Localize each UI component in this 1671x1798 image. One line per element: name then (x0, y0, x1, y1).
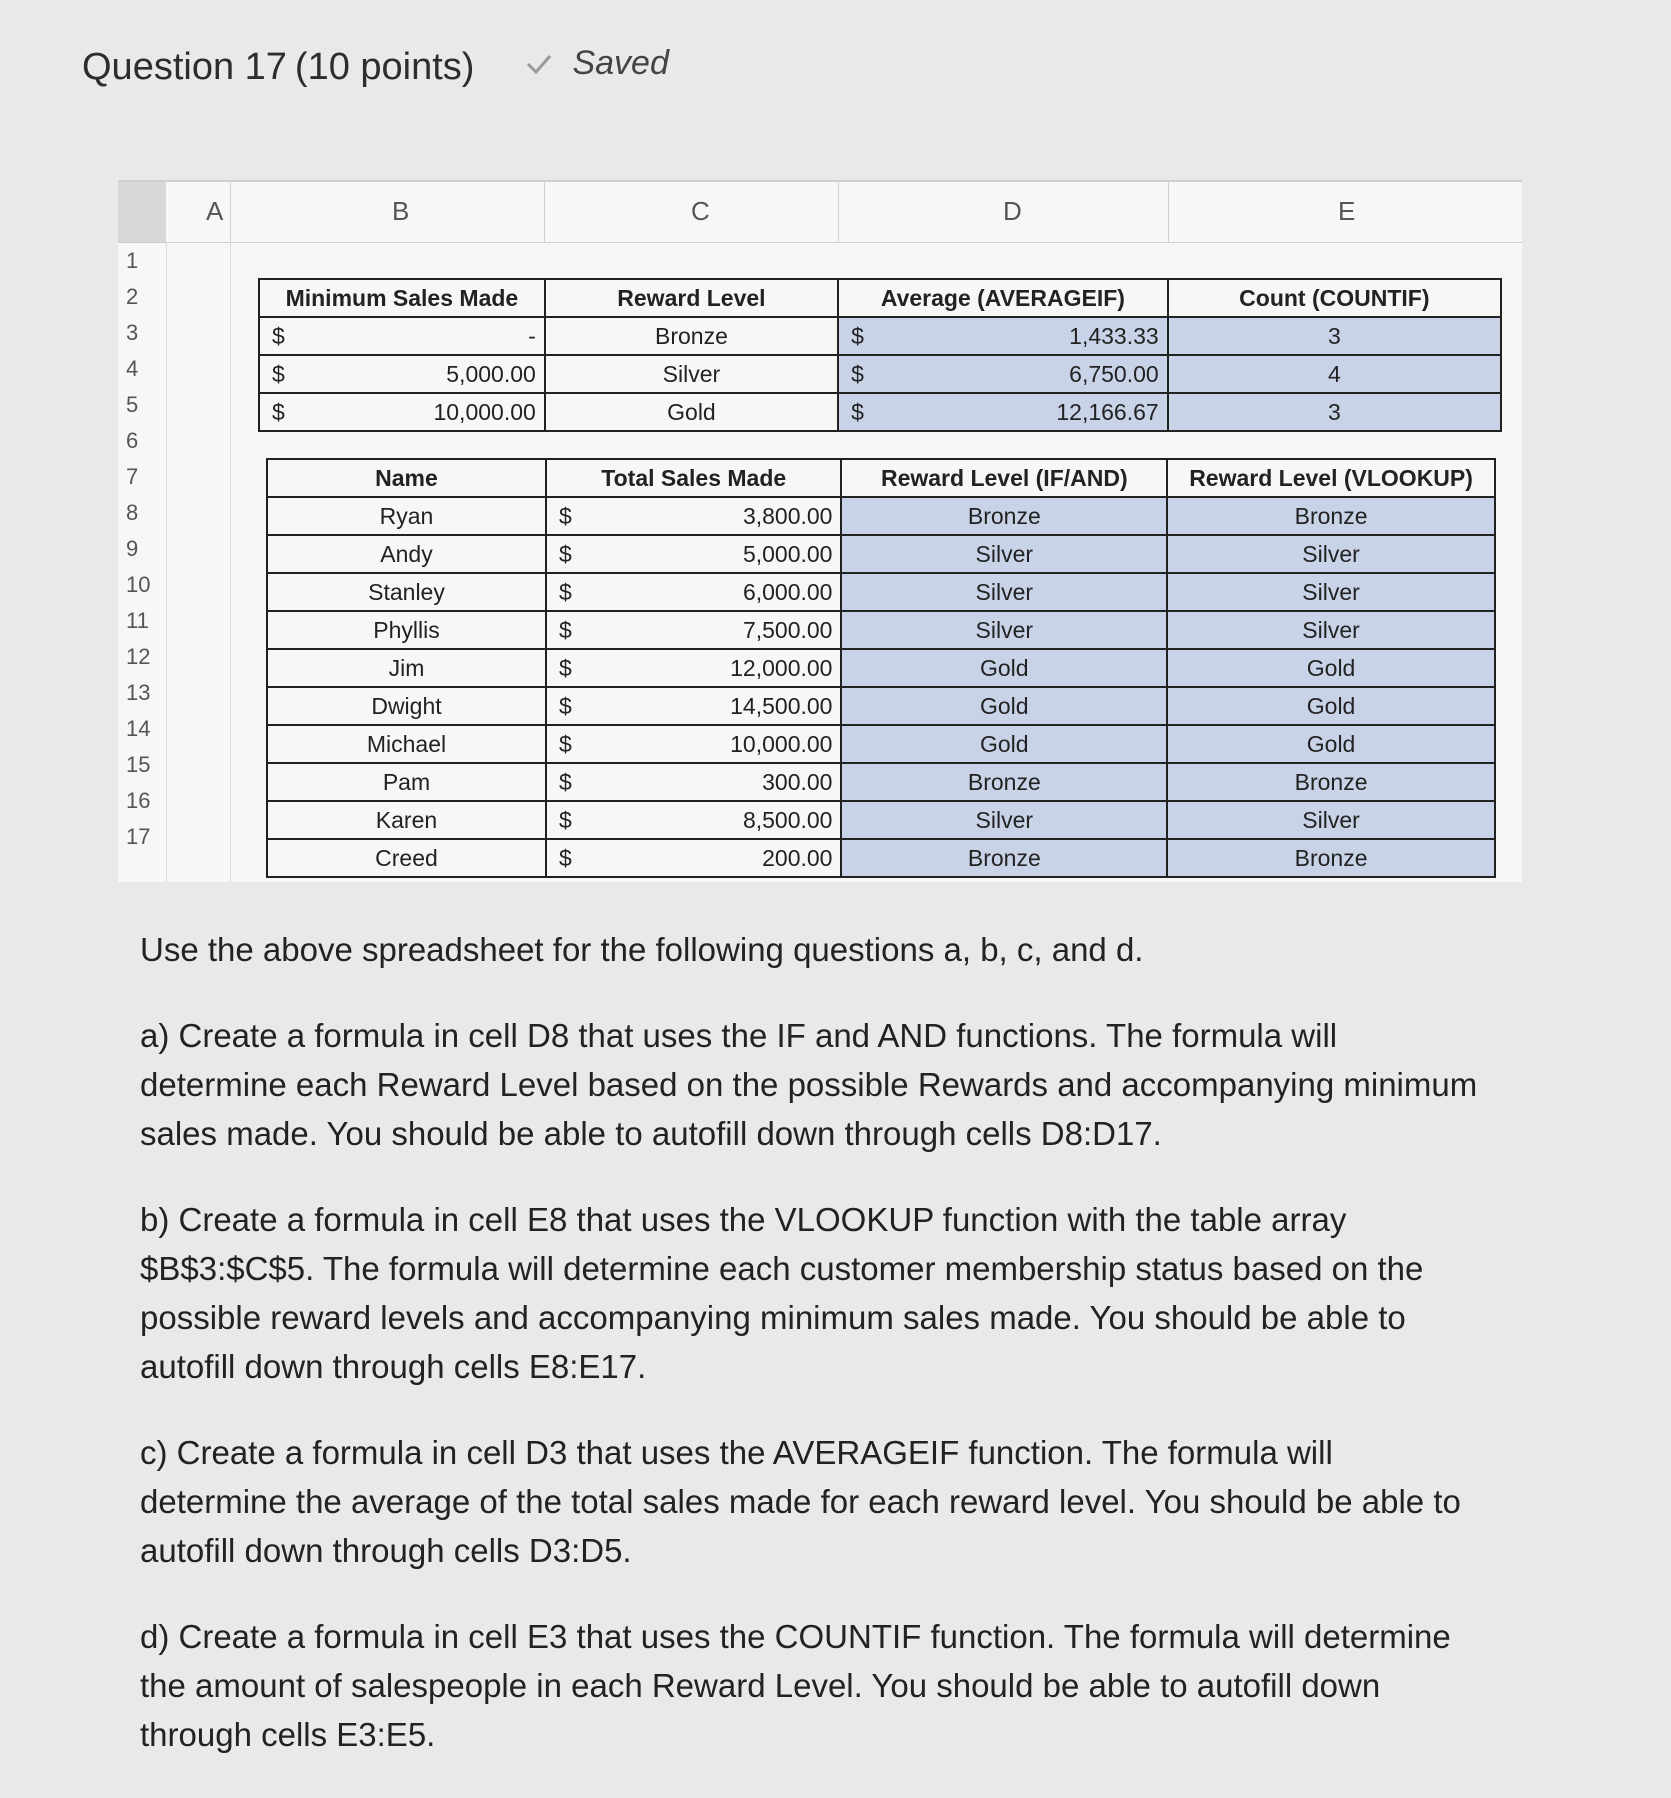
question-body (140, 925, 1480, 1796)
table-row (259, 279, 1501, 317)
row-header: 3 (126, 320, 139, 345)
column-header-d: D (1003, 196, 1022, 226)
salespeople-table (266, 458, 1496, 878)
currency-symbol: $ (851, 361, 864, 387)
currency-symbol: $ (558, 845, 572, 871)
reward-vlookup-cell: Gold (1167, 649, 1495, 687)
table-row (267, 763, 1495, 801)
name-cell: Jim (267, 649, 546, 687)
reward-ifand-cell: Bronze (841, 497, 1167, 535)
question-intro: Use the above spreadsheet for the following questions a, b, c, and d. (140, 931, 1144, 968)
table-header: Count (COUNTIF) (1168, 279, 1501, 317)
spreadsheet-image (118, 180, 1522, 882)
currency-symbol: $ (272, 361, 285, 387)
total-sales-cell: $ 7,500.00 (546, 611, 841, 649)
table-header: Total Sales Made (546, 459, 841, 497)
average-cell: $ 12,166.67 (838, 393, 1168, 431)
table-row (259, 393, 1501, 431)
currency-symbol: $ (558, 541, 572, 567)
table-row (267, 687, 1495, 725)
table-row (267, 649, 1495, 687)
minimum-sales-cell: $ 5,000.00 (259, 355, 545, 393)
currency-symbol: $ (851, 399, 864, 425)
reward-vlookup-cell: Bronze (1167, 497, 1495, 535)
name-cell: Creed (267, 839, 546, 877)
name-cell: Michael (267, 725, 546, 763)
row-header: 13 (126, 680, 151, 705)
reward-vlookup-cell: Bronze (1167, 839, 1495, 877)
count-cell: 3 (1168, 393, 1501, 431)
minimum-sales-cell: $ 10,000.00 (259, 393, 545, 431)
currency-symbol: $ (558, 807, 572, 833)
row-header: 9 (126, 536, 139, 561)
table-row (267, 459, 1495, 497)
table-row (267, 611, 1495, 649)
table-row (267, 573, 1495, 611)
currency-symbol: $ (558, 655, 572, 681)
average-cell: $ 1,433.33 (838, 317, 1168, 355)
row-header: 12 (126, 644, 151, 669)
table-row (267, 497, 1495, 535)
table-row (259, 355, 1501, 393)
total-sales-cell: $ 5,000.00 (546, 535, 841, 573)
row-header: 8 (126, 500, 139, 525)
name-cell: Andy (267, 535, 546, 573)
currency-symbol: $ (851, 323, 864, 349)
reward-vlookup-cell: Bronze (1167, 763, 1495, 801)
row-header: 2 (126, 284, 139, 309)
row-header: 1 (126, 248, 139, 273)
row-header: 7 (126, 464, 139, 489)
currency-symbol: $ (272, 399, 285, 425)
currency-symbol: $ (272, 323, 285, 349)
reward-level-cell: Bronze (545, 317, 838, 355)
reward-ifand-cell: Bronze (841, 839, 1167, 877)
reward-ifand-cell: Gold (841, 687, 1167, 725)
reward-vlookup-cell: Silver (1167, 573, 1495, 611)
row-header: 17 (126, 824, 151, 849)
total-sales-cell: $ 300.00 (546, 763, 841, 801)
column-header-e: E (1338, 196, 1356, 226)
reward-vlookup-cell: Gold (1167, 687, 1495, 725)
table-row (267, 725, 1495, 763)
saved-label: Saved (572, 44, 669, 82)
name-cell: Dwight (267, 687, 546, 725)
reward-vlookup-cell: Gold (1167, 725, 1495, 763)
table-row (267, 839, 1495, 877)
row-header: 15 (126, 752, 151, 777)
reward-level-cell: Gold (545, 393, 838, 431)
saved-status (524, 44, 668, 83)
reward-vlookup-cell: Silver (1167, 535, 1495, 573)
check-icon (524, 49, 554, 79)
table-header: Reward Level (545, 279, 838, 317)
currency-symbol: $ (558, 579, 572, 605)
table-header: Reward Level (IF/AND) (841, 459, 1167, 497)
currency-symbol: $ (558, 693, 572, 719)
currency-symbol: $ (558, 617, 572, 643)
row-header: 16 (126, 788, 151, 813)
column-header-row (118, 182, 1522, 243)
minimum-sales-cell: $ - (259, 317, 545, 355)
reward-summary-table (258, 278, 1502, 432)
reward-ifand-cell: Silver (841, 801, 1167, 839)
row-header: 11 (126, 608, 149, 633)
table-header: Average (AVERAGEIF) (838, 279, 1168, 317)
table-header: Reward Level (VLOOKUP) (1167, 459, 1495, 497)
row-header: 14 (126, 716, 151, 741)
reward-ifand-cell: Silver (841, 611, 1167, 649)
select-all-corner (118, 182, 166, 242)
column-header-c: C (691, 196, 710, 226)
row-header: 5 (126, 392, 139, 417)
question-header (82, 44, 669, 89)
name-cell: Stanley (267, 573, 546, 611)
column-header-b: B (392, 196, 410, 226)
name-cell: Pam (267, 763, 546, 801)
table-row (267, 535, 1495, 573)
total-sales-cell: $ 200.00 (546, 839, 841, 877)
currency-symbol: $ (558, 503, 572, 529)
question-part-c: c) Create a formula in cell D3 that uses the AVERAGEIF function. The formula will determine the average of the total sales made for each reward level. You should be able to autofill down through cells D3:D5. (140, 1434, 1461, 1569)
reward-ifand-cell: Silver (841, 535, 1167, 573)
name-cell: Ryan (267, 497, 546, 535)
reward-level-cell: Silver (545, 355, 838, 393)
average-cell: $ 6,750.00 (838, 355, 1168, 393)
question-part-a: a) Create a formula in cell D8 that uses the IF and AND functions. The formula will determine each Reward Level based on the possible Rewards and accompanying minimum sales made. You should be able to autofill down through cells D8:D17. (140, 1017, 1478, 1152)
reward-vlookup-cell: Silver (1167, 801, 1495, 839)
reward-vlookup-cell: Silver (1167, 611, 1495, 649)
question-points: (10 points) (294, 45, 475, 88)
count-cell: 4 (1168, 355, 1501, 393)
table-header: Minimum Sales Made (259, 279, 545, 317)
row-header: 6 (126, 428, 139, 453)
count-cell: 3 (1168, 317, 1501, 355)
question-part-d: d) Create a formula in cell E3 that uses the COUNTIF function. The formula will determine the amount of salespeople in each Reward Level. You should be able to autofill down through cells E3:E5. (140, 1618, 1451, 1753)
question-title: Question 17 (82, 45, 287, 88)
reward-ifand-cell: Gold (841, 725, 1167, 763)
row-header: 4 (126, 356, 139, 381)
total-sales-cell: $ 3,800.00 (546, 497, 841, 535)
name-cell: Karen (267, 801, 546, 839)
table-header: Name (267, 459, 546, 497)
total-sales-cell: $ 8,500.00 (546, 801, 841, 839)
reward-ifand-cell: Silver (841, 573, 1167, 611)
total-sales-cell: $ 12,000.00 (546, 649, 841, 687)
table-row (259, 317, 1501, 355)
total-sales-cell: $ 10,000.00 (546, 725, 841, 763)
column-header-a: A (206, 196, 224, 226)
total-sales-cell: $ 14,500.00 (546, 687, 841, 725)
table-row (267, 801, 1495, 839)
currency-symbol: $ (558, 731, 572, 757)
name-cell: Phyllis (267, 611, 546, 649)
question-part-b: b) Create a formula in cell E8 that uses the VLOOKUP function with the table array $B$3:$C$5. The formula will determine each customer membership status based on the possible reward levels and accompanying minimum sales made. You should be able to autofill down through cells E8:E17. (140, 1201, 1424, 1385)
row-header: 10 (126, 572, 151, 597)
currency-symbol: $ (558, 769, 572, 795)
reward-ifand-cell: Bronze (841, 763, 1167, 801)
total-sales-cell: $ 6,000.00 (546, 573, 841, 611)
reward-ifand-cell: Gold (841, 649, 1167, 687)
